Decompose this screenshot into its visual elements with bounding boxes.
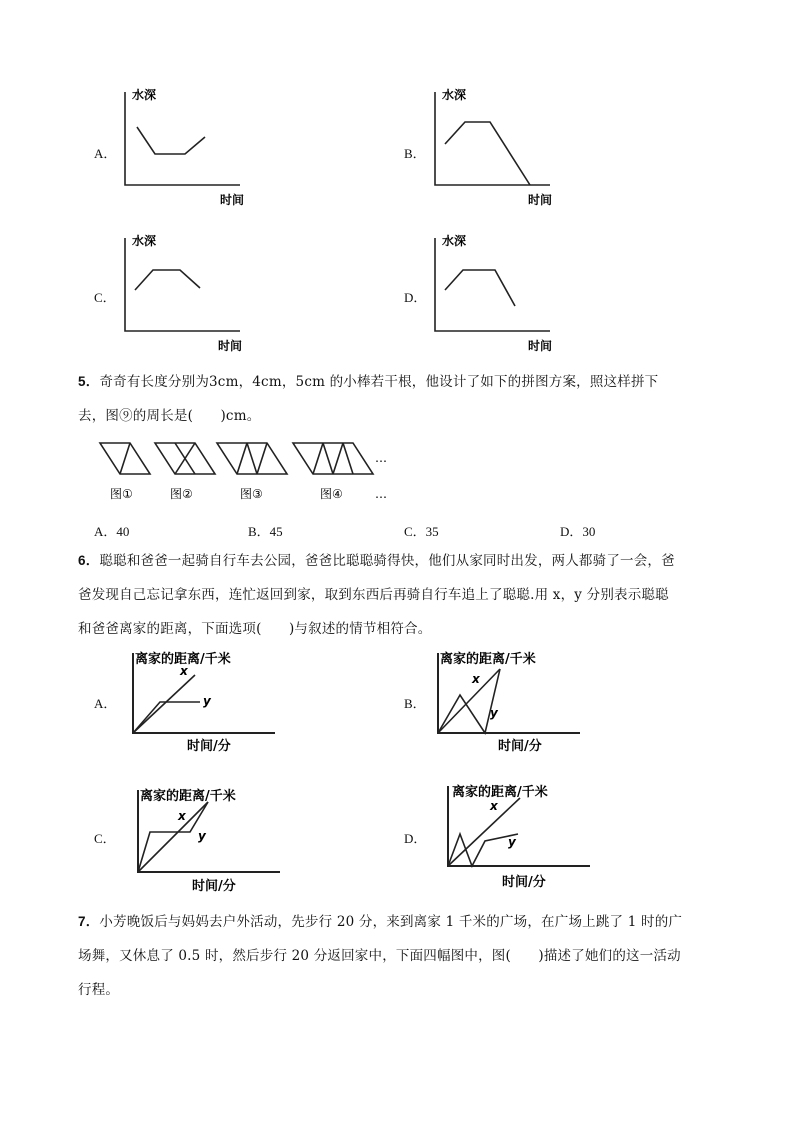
q6-text xyxy=(78,544,728,646)
q6-d-ylabel: 离家的距离/千米 xyxy=(452,785,548,800)
q6-line3: 和爸爸离家的距离，下面选项( )与叙述的情节相符合。 xyxy=(78,621,432,637)
q6-d-xlabel: 时间/分 xyxy=(502,875,546,890)
q7-line1: 小芳晚饭后与妈妈去户外活动，先步行 20 分，来到离家 1 千米的广场，在广场上跳了 1 时的广 xyxy=(99,914,683,930)
q6-c-ylabel: 离家的距离/千米 xyxy=(140,789,236,804)
q6-c-x-label: x xyxy=(178,809,186,823)
q4-c-ylabel: 水深 xyxy=(132,234,157,248)
q4-graph-b xyxy=(425,82,565,210)
q6-d-x-label: x xyxy=(490,799,498,813)
q6-b-line-x xyxy=(438,669,500,733)
q6-line2: 爸发现自己忘记拿东西，连忙返回到家，取到东西后再骑自行车追上了聪聪.用 x，y 分别表示聪聪 xyxy=(78,587,669,603)
q5-stick-figures xyxy=(95,440,405,502)
q6-graph-b xyxy=(430,645,600,755)
q6-a-line-x xyxy=(133,675,195,733)
q6-a-x-label: x xyxy=(180,664,188,678)
q4-d-axes xyxy=(435,238,550,331)
q5-choice-b[interactable]: B．45 xyxy=(248,524,283,539)
q6-b-xlabel: 时间/分 xyxy=(498,739,542,754)
q4-option-d-label: D． xyxy=(404,290,427,305)
q6-d-line-x xyxy=(448,798,520,866)
q5-figure-label-3: 图③ xyxy=(240,487,263,501)
q4-d-curve xyxy=(445,270,515,306)
q4-graph-a xyxy=(115,82,255,210)
q4-option-c-label: C． xyxy=(94,290,116,305)
q6-c-y-label: y xyxy=(198,829,206,843)
q4-b-axes xyxy=(435,92,550,185)
q5-text xyxy=(78,365,718,433)
q5-figure-1 xyxy=(100,443,150,474)
q4-a-ylabel: 水深 xyxy=(132,88,157,102)
q4-c-xlabel: 时间 xyxy=(218,339,243,353)
q4-graph-d xyxy=(425,228,565,356)
q4-d-xlabel: 时间 xyxy=(528,339,553,353)
q5-figure-label-4: 图④ xyxy=(320,487,343,501)
q4-b-xlabel: 时间 xyxy=(528,193,553,207)
q5-figure-2 xyxy=(155,443,215,474)
q5-ellipsis-bottom: … xyxy=(375,487,387,501)
q6-option-b-label: B． xyxy=(404,696,426,711)
q5-figure-label-1: 图① xyxy=(110,487,133,501)
q4-b-ylabel: 水深 xyxy=(442,88,467,102)
q4-a-xlabel: 时间 xyxy=(220,193,245,207)
q6-graph-d xyxy=(440,776,610,890)
q6-d-y-label: y xyxy=(508,835,516,849)
q4-c-axes xyxy=(125,238,240,331)
q6-a-line-y xyxy=(133,702,200,733)
q5-ellipsis-top: … xyxy=(375,451,387,465)
q4-option-a-label: A． xyxy=(94,146,117,161)
q7-line2: 场舞，又休息了 0.5 时，然后步行 20 分返回家中，下面四幅图中，图( )描述了她们的这一活动 xyxy=(78,948,681,964)
q6-option-a-label: A． xyxy=(94,696,117,711)
q6-graph-c xyxy=(130,782,300,894)
q6-line1: 聪聪和爸爸一起骑自行车去公园，爸爸比聪聪骑得快，他们从家同时出发，两人都骑了一会，爸 xyxy=(99,553,675,569)
q6-number: 6． xyxy=(78,553,100,568)
q6-a-xlabel: 时间/分 xyxy=(187,739,231,754)
q5-figure-3 xyxy=(217,443,287,474)
q6-b-x-label: x xyxy=(472,672,480,686)
q4-graph-c xyxy=(115,228,255,356)
q6-option-c-label: C． xyxy=(94,831,116,846)
q7-number: 7． xyxy=(78,914,100,929)
q5-choice-d[interactable]: D．30 xyxy=(560,524,596,539)
q5-figure-4 xyxy=(293,443,373,474)
q7-text xyxy=(78,905,728,1007)
q6-a-y-label: y xyxy=(203,694,211,708)
q4-b-curve xyxy=(445,122,530,185)
q4-c-curve xyxy=(135,270,200,290)
q4-a-axes xyxy=(125,92,240,185)
q4-a-curve xyxy=(137,127,205,154)
q4-d-ylabel: 水深 xyxy=(442,234,467,248)
q5-number: 5． xyxy=(78,374,100,389)
q5-line2: 去，图⑨的周长是( )cm。 xyxy=(78,408,261,424)
q6-graph-a xyxy=(125,645,295,755)
q6-option-d-label: D． xyxy=(404,831,427,846)
q5-figure-label-2: 图② xyxy=(170,487,193,501)
q5-choice-a[interactable]: A．40 xyxy=(94,524,130,539)
q6-b-y-label: y xyxy=(490,706,498,720)
q5-choice-c[interactable]: C．35 xyxy=(404,524,439,539)
q6-c-xlabel: 时间/分 xyxy=(192,879,236,894)
q6-a-ylabel: 离家的距离/千米 xyxy=(135,652,231,667)
q5-line1: 奇奇有长度分别为3cm，4cm，5cm 的小棒若干根，他设计了如下的拼图方案，照这样拼下 xyxy=(99,374,659,390)
q7-line3: 行程。 xyxy=(78,982,120,998)
q4-option-b-label: B． xyxy=(404,146,426,161)
q6-b-ylabel: 离家的距离/千米 xyxy=(440,652,536,667)
